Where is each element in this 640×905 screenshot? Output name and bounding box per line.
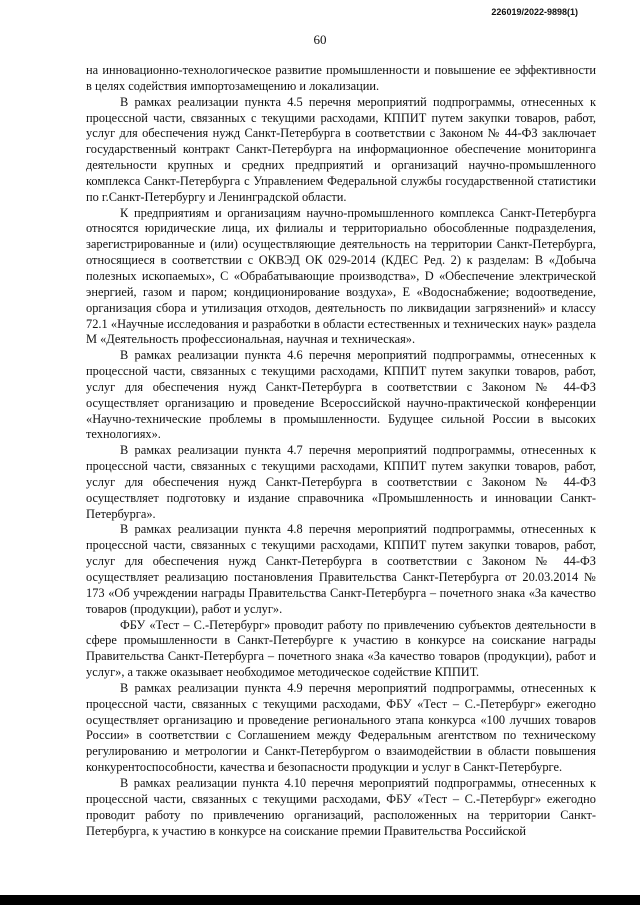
paragraph-item-4-9: В рамках реализации пункта 4.9 перечня мероприятий подпрограммы, отнесенных к процессной части, связанных с текущими расходами, ФБУ «Тест – С.-Петербург» ежегодно осуществляет организацию и проведение регионального этапа конкурса «100 лучших товаров России» в соответствии с Соглашением между Федеральным агентством по техническому регулированию и метрологии и Санкт-Петербургом о взаимодействии в области повышения конкурентоспособности, качества и безопасности продукции и услуг в Санкт-Петербурге. bbox=[86, 680, 596, 775]
paragraph-item-4-5: В рамках реализации пункта 4.5 перечня мероприятий подпрограммы, отнесенных к процессной части, связанных с текущими расходами, КППИТ путем закупки товаров, работ, услуг для обеспечения нужд Санкт-Петербурга в соответствии с Законом № 44-ФЗ заключает государственный контракт Санкт-Петербурга на информационное обеспечение мониторинга деятельности крупных и средних предприятий и организаций научно-промышленного комплекса Санкт-Петербурга с Управлением Федеральной службы государственной статистики по г.Санкт-Петербургу и Ленинградской области. bbox=[86, 94, 596, 204]
paragraph-npk-definition: К предприятиям и организациям научно-промышленного комплекса Санкт-Петербурга относятся юридические лица, их филиалы и территориально обособленные подразделения, зарегистрированные и (или) осуществляющие деятельность на территории Санкт-Петербурга, относящиеся в соответствии с ОКВЭД ОК 029-2014 (КДЕС Ред. 2) к разделам: В «Добыча полезных ископаемых», С «Обрабатывающие производства», D «Обеспечение электрической энергией, газом и паром; кондиционирование воздуха», Е «Водоснабжение; водоотведение, организация сбора и утилизация отходов, деятельность по ликвидации загрязнений» и классу 72.1 «Научные исследования и разработки в области естественных и технических наук» раздела М «Деятельность профессиональная, научная и техническая». bbox=[86, 205, 596, 347]
document-body bbox=[86, 63, 596, 839]
paragraph-continuation: на инновационно-технологическое развитие промышленности и повышение ее эффективности в целях содействия импортозамещению и локализации. bbox=[86, 63, 596, 93]
scan-bottom-border bbox=[0, 895, 640, 905]
document-registration-number: 226019/2022-9898(1) bbox=[491, 7, 578, 17]
page-number: 60 bbox=[313, 32, 327, 47]
paragraph-item-4-8: В рамках реализации пункта 4.8 перечня мероприятий подпрограммы, отнесенных к процессной части, связанных с текущими расходами, КППИТ путем закупки товаров, работ, услуг для обеспечения нужд Санкт-Петербурга в соответствии с Законом № 44-ФЗ осуществляет реализацию постановления Правительства Санкт-Петербурга от 20.03.2014 № 173 «Об учреждении награды Правительства Санкт-Петербурга – почетного знака «За качество товаров (продукции), работ и услуг». bbox=[86, 522, 596, 616]
paragraph-fbu-test: ФБУ «Тест – С.-Петербург» проводит работу по привлечению субъектов деятельности в сфере промышленности в Санкт-Петербурге к участию в конкурсе на соискание награды Правительства Санкт-Петербурга – почетного знака «За качество товаров (продукции), работ и услуг», а также оказывает необходимое методическое содействие КППИТ. bbox=[86, 617, 596, 680]
paragraph-item-4-6: В рамках реализации пункта 4.6 перечня мероприятий подпрограммы, отнесенных к процессной части, связанных с текущими расходами, КППИТ путем закупки товаров, работ, услуг для обеспечения нужд Санкт-Петербурга в соответствии с Законом № 44-ФЗ осуществляет организацию и проведение Всероссийской научно-практической конференции «Научно-технические проблемы в промышленности. Будущее сильной России в высоких технологиях». bbox=[86, 348, 596, 442]
paragraph-item-4-7: В рамках реализации пункта 4.7 перечня мероприятий подпрограммы, отнесенных к процессной части, связанных с текущими расходами, КППИТ путем закупки товаров, работ, услуг для обеспечения нужд Санкт-Петербурга в соответствии с Законом № 44-ФЗ осуществляет подготовку и издание справочника «Промышленность и инновации Санкт-Петербурга». bbox=[86, 443, 596, 521]
paragraph-item-4-10: В рамках реализации пункта 4.10 перечня мероприятий подпрограммы, отнесенных к процессной части, связанных с текущими расходами, ФБУ «Тест – С.-Петербург» ежегодно проводит работу по привлечению организаций, расположенных на территории Санкт-Петербурга, к участию в конкурсе на соискание премии Правительства Российской bbox=[86, 775, 596, 838]
